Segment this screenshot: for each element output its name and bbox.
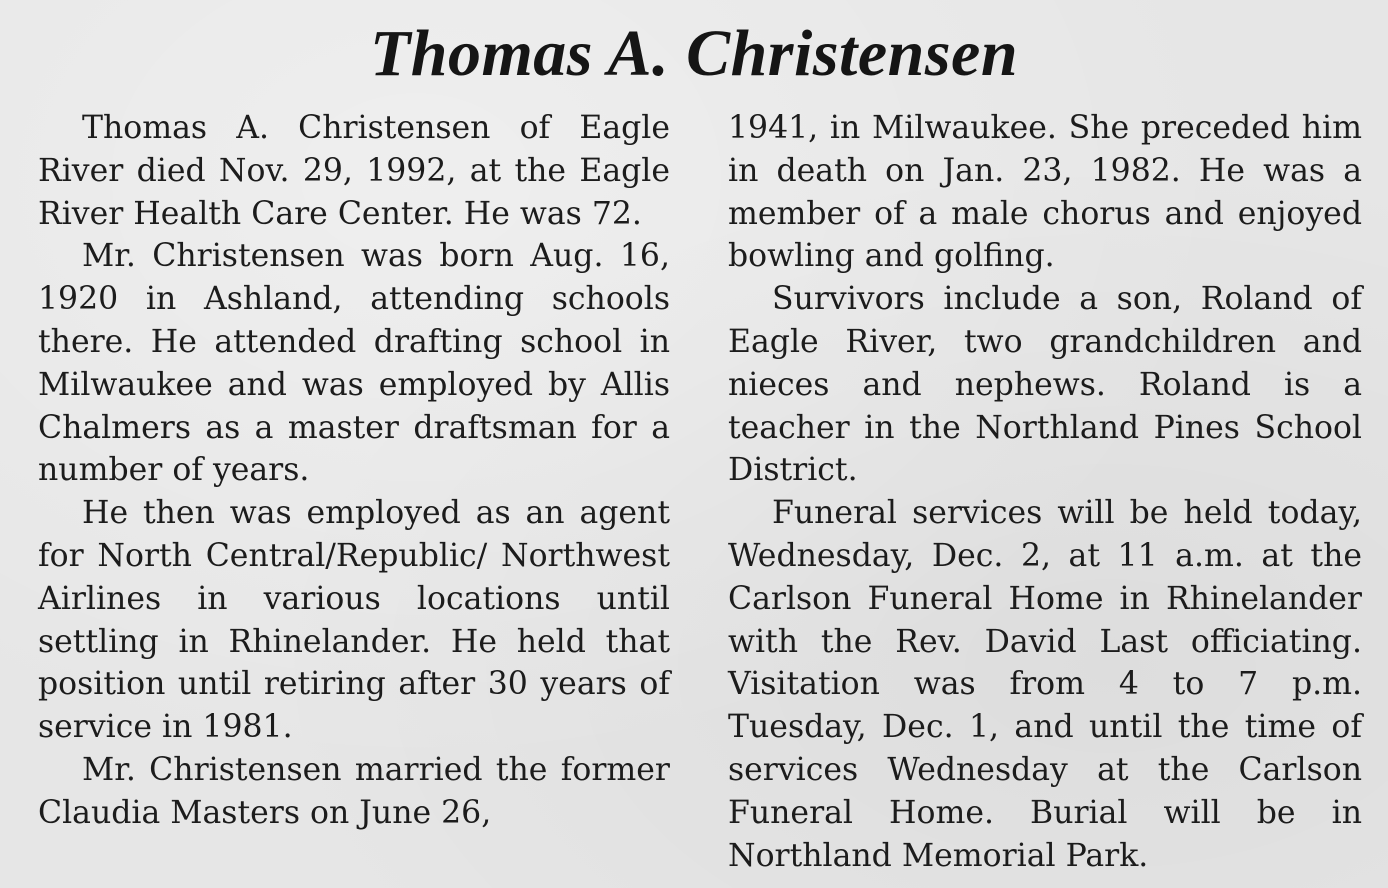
paragraph-death-notice: Thomas A. Christensen of Eagle River died Nov. 29, 1992, at the Eagle River Health Care Center. He was 72. <box>38 110 670 232</box>
right-column <box>728 107 1362 877</box>
paragraph-survivors: Survivors include a son, Roland of Eagle River, two grandchildren and nieces and nephews. Roland is a teacher in the Northland Pines School District. <box>728 281 1362 489</box>
obituary-headline: Thomas A. Christensen <box>369 17 1019 90</box>
paragraph-marriage-start: Mr. Christensen married the former Claudia Masters on June 26, <box>38 751 670 831</box>
paragraph-early-life: Mr. Christensen was born Aug. 16, 1920 in Ashland, attending schools there. He attended drafting school in Milwaukee and was employed by Allis Chalmers as a master draftsman for a number of years. <box>38 238 670 489</box>
paragraph-marriage-continued: 1941, in Milwaukee. She preceded him in death on Jan. 23, 1982. He was a member of a male chorus and enjoyed bowling and golfing. <box>728 110 1362 275</box>
paragraph-career: He then was employed as an agent for North Central/Republic/ Northwest Airlines in various locations until settling in Rhinelander. He held that position until retiring after 30 years of service in 1981. <box>38 495 670 746</box>
left-column <box>38 107 670 835</box>
paragraph-funeral-services: Funeral services will be held today, Wednesday, Dec. 2, at 11 a.m. at the Carlson Funeral Home in Rhinelander with the Rev. David Last officiating. Visitation was from 4 to 7 p.m. Tuesday, Dec. 1, and until the time of services Wednesday at the Carlson Funeral Home. Burial will be in Northland Memorial Park. <box>728 495 1362 874</box>
